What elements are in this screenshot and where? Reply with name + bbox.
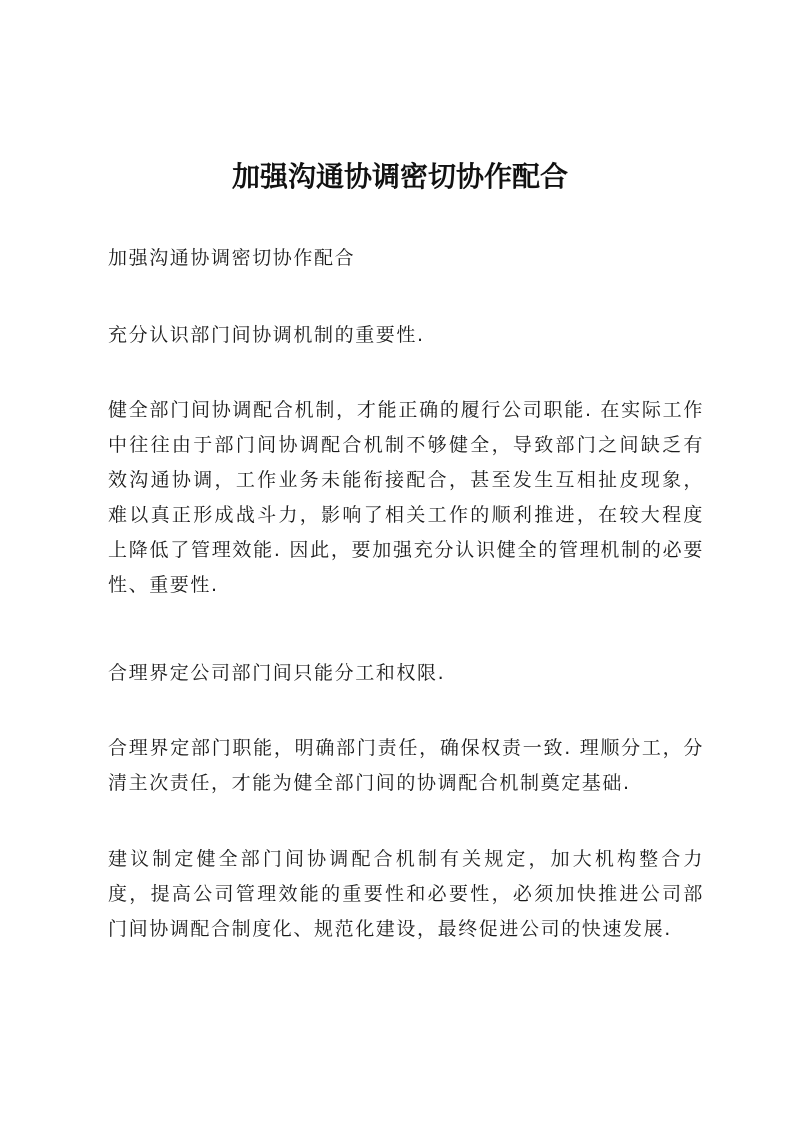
paragraph-body-responsibility: 合理界定部门职能，明确部门责任，确保权责一致. 理顺分工，分清主次责任，才能为健全部门间的协调配合机制奠定基础. — [108, 737, 704, 794]
paragraph-subtitle: 加强沟通协调密切协作配合 — [108, 247, 356, 269]
document-title: 加强沟通协调密切协作配合 — [231, 160, 568, 193]
paragraph-heading-division: 合理界定公司部门间只能分工和权限. — [108, 662, 446, 684]
paragraph-body-recommendation: 建议制定健全部门间协调配合机制有关规定，加大机构整合力度，提高公司管理效能的重要性和必要性，必须加快推进公司部门间协调配合制度化、规范化建设，最终促进公司的快速发展. — [108, 848, 704, 940]
paragraph-body-mechanism: 健全部门间协调配合机制，才能正确的履行公司职能. 在实际工作中往往由于部门间协调配合机制不够健全，导致部门之间缺乏有效沟通协调，工作业务未能衔接配合，甚至发生互相扯皮现象，难以真正形成战斗力，影响了相关工作的顺利推进，在较大程度上降低了管理效能. 因此，要加强充分认识健全的管理机制的必要性、重要性. — [108, 399, 704, 596]
paragraph-heading-importance: 充分认识部门间协调机制的重要性. — [108, 324, 425, 346]
